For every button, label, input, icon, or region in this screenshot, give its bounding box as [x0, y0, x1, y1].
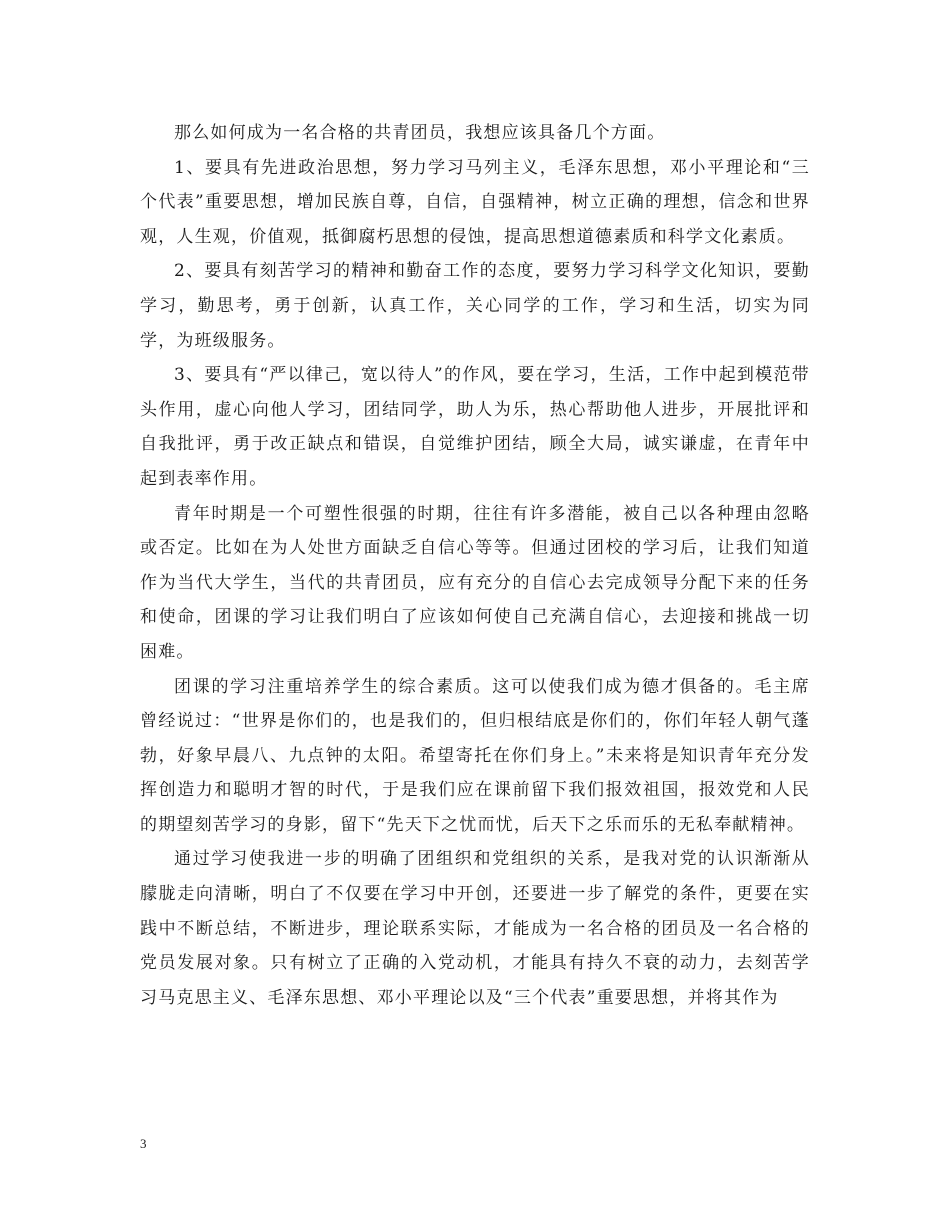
paragraph-league-class: 团课的学习注重培养学生的综合素质。这可以使我们成为德才俱备的。毛主席曾经说过：“世界是你们的，也是我们的，但归根结底是你们的，你们年轻人朝气蓬勃，好象早晨八、九点钟的太阳。希望寄托在你们身上。”未来将是知识青年充分发挥创造力和聪明才智的时代，于是我们应在课前留下我们报效祖国，报效党和人民的期望刻苦学习的身影，留下“先天下之忧而忧，后天下之乐而乐的无私奉献精神。 — [140, 676, 810, 835]
paragraph-party-relation: 通过学习使我进一步的明确了团组织和党组织的关系，是我对党的认识渐渐从朦胧走向清晰，明白了不仅要在学习中开创，还要进一步了解党的条件，更要在实践中不断总结，不断进步，理论联系实际，才能成为一名合格的团员及一名合格的党员发展对象。只有树立了正确的入党动机，才能具有持久不衰的动力，去刻苦学习马克思主义、毛泽东思想、邓小平理论以及“三个代表”重要思想，并将其作为 — [140, 849, 810, 1008]
paragraph-youth: 青年时期是一个可塑性很强的时期，往往有许多潜能，被自己以各种理由忽略或否定。比如在为人处世方面缺乏自信心等等。但通过团校的学习后，让我们知道作为当代大学生，当代的共青团员，应有充分的自信心去完成领导分配下来的任务和使命，团课的学习让我们明白了应该如何使自己充满自信心，去迎接和挑战一切困难。 — [140, 503, 810, 662]
paragraph-point-3: 3、要具有“严以律己，宽以待人”的作风，要在学习，生活，工作中起到模范带头作用，虚心向他人学习，团结同学，助人为乐，热心帮助他人进步，开展批评和自我批评，勇于改正缺点和错误，自觉维护团结，顾全大局，诚实谦虚，在青年中起到表率作用。 — [140, 365, 810, 489]
paragraph-intro: 那么如何成为一名合格的共青团员，我想应该具备几个方面。 — [174, 123, 666, 143]
page-number: 3 — [140, 1136, 147, 1151]
paragraph-point-1: 1、要具有先进政治思想，努力学习马列主义，毛泽东思想，邓小平理论和“三个代表”重要思想，增加民族自尊，自信，自强精神，树立正确的理想，信念和世界观，人生观，价值观，抵御腐朽思想的侵蚀，提高思想道德素质和科学文化素质。 — [140, 157, 810, 247]
paragraph-point-2: 2、要具有刻苦学习的精神和勤奋工作的态度，要努力学习科学文化知识，要勤学习，勤思考，勇于创新，认真工作，关心同学的工作，学习和生活，切实为同学，为班级服务。 — [140, 261, 810, 351]
document-body — [140, 116, 810, 1015]
